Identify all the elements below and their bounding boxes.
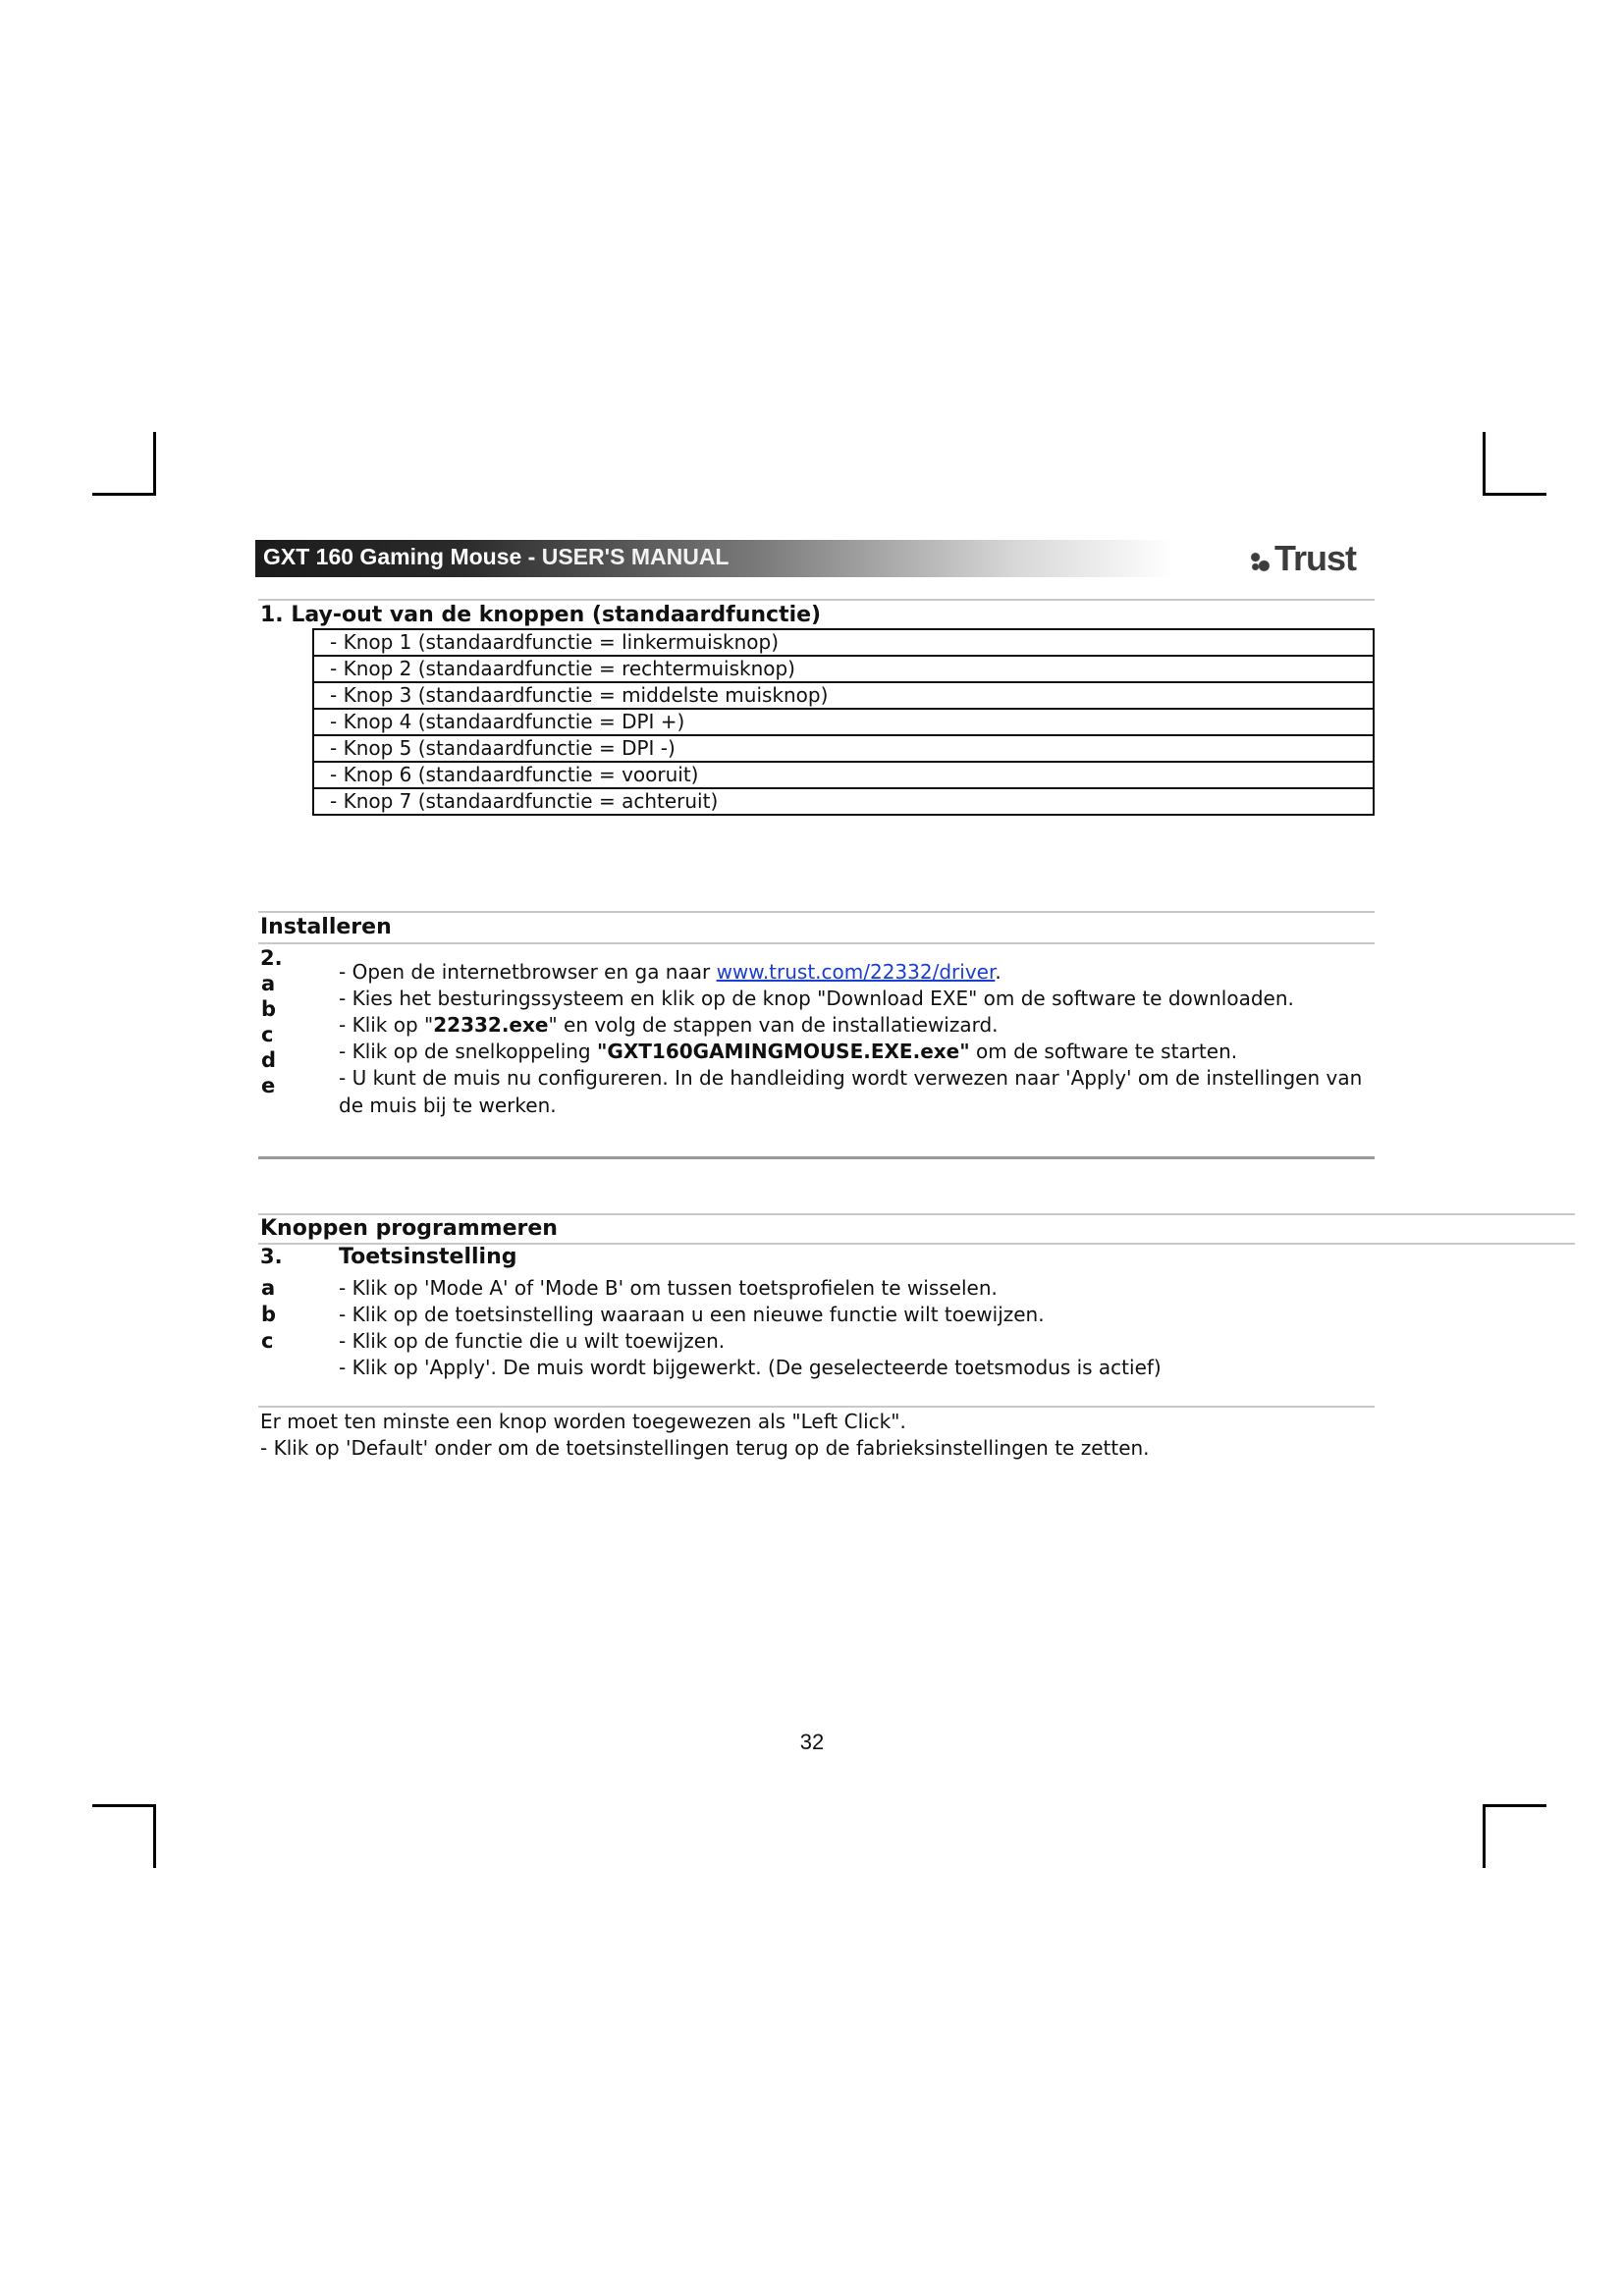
section-heading-button-layout: 1. Lay-out van de knoppen (standaardfunctie) [260, 603, 822, 627]
shortcut-filename: "GXT160GAMINGMOUSE.EXE.exe" [597, 1040, 970, 1063]
exe-filename: 22332.exe [433, 1013, 549, 1037]
install-step-c [339, 1013, 999, 1037]
table-cell: - Knop 6 (standaardfunctie = vooruit) [313, 762, 1374, 788]
manual-subtitle: USER'S MANUAL [541, 544, 730, 569]
button-layout-table [312, 628, 1375, 816]
manual-header-bar [255, 540, 1375, 577]
crop-mark-bottom-left-horizontal [92, 1804, 156, 1807]
step-number: 2. [260, 946, 283, 970]
table-row [313, 762, 1374, 788]
trust-logo-text: Trust [1274, 538, 1357, 578]
table-row [313, 735, 1374, 762]
note-default: - Klik op 'Default' onder om de toetsinstellingen terug op de fabrieksinstellingen te zetten. [260, 1436, 1150, 1460]
section-divider [258, 1213, 1575, 1215]
page-number: 32 [799, 1730, 825, 1754]
step-letter-a: a [261, 972, 276, 995]
trust-logo-icon [1249, 551, 1271, 572]
program-step-b: - Klik op de toetsinstelling waaraan u een nieuwe functie wilt toewijzen. [339, 1303, 1045, 1326]
table-cell: - Knop 5 (standaardfunctie = DPI -) [313, 735, 1374, 762]
crop-mark-bottom-right-vertical [1483, 1804, 1486, 1868]
step-letter-b: b [261, 997, 277, 1021]
install-step-d [339, 1040, 1237, 1063]
step-text: . [995, 960, 1001, 984]
manual-title [263, 544, 729, 570]
step-letter-b: b [261, 1303, 277, 1326]
step-letter-e: e [261, 1074, 276, 1097]
step-text: - Open de internetbrowser en ga naar [339, 960, 717, 984]
crop-mark-top-left-vertical [153, 432, 156, 496]
table-cell: - Knop 3 (standaardfunctie = middelste muisknop) [313, 682, 1374, 709]
program-step-a: - Klik op 'Mode A' of 'Mode B' om tussen toetsprofielen te wisselen. [339, 1276, 998, 1300]
install-step-e-line2: de muis bij te werken. [339, 1094, 557, 1117]
crop-mark-bottom-left-vertical [153, 1804, 156, 1868]
step-letter-d: d [261, 1048, 277, 1072]
crop-mark-top-left-horizontal [92, 493, 156, 496]
table-cell: - Knop 7 (standaardfunctie = achteruit) [313, 788, 1374, 815]
section-divider [258, 1406, 1375, 1408]
table-row [313, 709, 1374, 735]
driver-download-link[interactable]: www.trust.com/22332/driver [716, 960, 996, 984]
table-row [313, 656, 1374, 682]
trust-logo [1249, 538, 1356, 579]
table-cell: - Knop 4 (standaardfunctie = DPI +) [313, 709, 1374, 735]
step-text: - Klik op " [339, 1013, 434, 1037]
step-letter-a: a [261, 1276, 276, 1300]
program-step-apply: - Klik op 'Apply'. De muis wordt bijgewerkt. (De geselecteerde toetsmodus is actief) [339, 1356, 1162, 1379]
table-cell: - Knop 1 (standaardfunctie = linkermuisknop) [313, 629, 1374, 656]
table-row [313, 682, 1374, 709]
step-text: " en volg de stappen van de installatiewizard. [548, 1013, 999, 1037]
crop-mark-top-right-horizontal [1483, 493, 1546, 496]
step-letter-c: c [261, 1329, 274, 1353]
section-divider [258, 1156, 1375, 1159]
install-step-b: - Kies het besturingssysteem en klik op de knop "Download EXE" om de software te downloaden. [339, 987, 1294, 1010]
product-title: GXT 160 Gaming Mouse - [263, 544, 542, 569]
section-heading-install: Installeren [260, 915, 392, 939]
step-text: om de software te starten. [969, 1040, 1238, 1063]
crop-mark-bottom-right-horizontal [1483, 1804, 1546, 1807]
section-divider [258, 599, 1375, 601]
note-left-click: Er moet ten minste een knop worden toegewezen als "Left Click". [260, 1410, 906, 1433]
section-divider [258, 911, 1375, 913]
program-step-c: - Klik op de functie die u wilt toewijzen. [339, 1329, 726, 1353]
step-letter-c: c [261, 1023, 274, 1046]
install-step-a [339, 960, 1001, 984]
subheading-key-setting: Toetsinstelling [339, 1245, 517, 1269]
table-row [313, 788, 1374, 815]
section-divider [258, 942, 1375, 944]
crop-mark-top-right-vertical [1483, 432, 1486, 496]
step-number: 3. [260, 1245, 283, 1268]
table-row [313, 629, 1374, 656]
step-text: - Klik op de snelkoppeling [339, 1040, 597, 1063]
section-heading-program-buttons: Knoppen programmeren [260, 1216, 558, 1241]
install-step-e-line1: - U kunt de muis nu configureren. In de handleiding wordt verwezen naar 'Apply' om de instellingen van [339, 1066, 1363, 1090]
table-cell: - Knop 2 (standaardfunctie = rechtermuisknop) [313, 656, 1374, 682]
